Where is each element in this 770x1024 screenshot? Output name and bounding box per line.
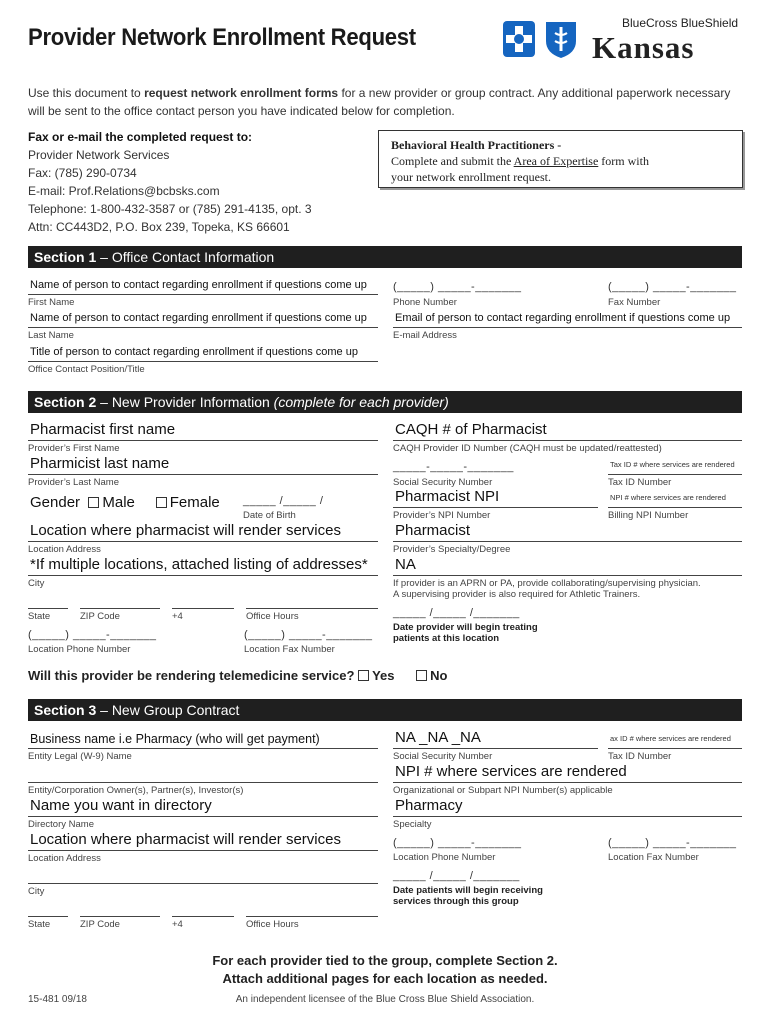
s2-zip-label: ZIP Code	[80, 611, 120, 622]
s2-location-line	[28, 541, 378, 542]
fax-line: Attn: CC443D2, P.O. Box 239, Topeka, KS 66601	[28, 220, 290, 234]
s2-taxid-label: Tax ID Number	[608, 477, 672, 488]
s2-dob-label: Date of Birth	[243, 510, 296, 521]
s3-state-label: State	[28, 919, 51, 930]
s1-phone-label: Phone Number	[393, 297, 457, 308]
s3-npi-value[interactable]: NPI # where services are rendered	[395, 763, 627, 780]
s2-taxid-value[interactable]: Tax ID # where services are rendered	[610, 460, 735, 469]
s2-dob-field[interactable]: _____ /_____ /	[243, 495, 324, 507]
s3-location-label: Location Address	[28, 853, 101, 864]
intro-paragraph: Use this document to request network enrollment forms for a new provider or group contract. Any additional paperwork necessary will be sent to the office contact person you have indicated below for completion.	[28, 86, 731, 118]
footer-instructions	[0, 952, 770, 988]
s2-loc-fax-field[interactable]: (_____) _____-_______	[244, 629, 373, 641]
s1-first-name-label: First Name	[28, 297, 75, 308]
s2-hours-label: Office Hours	[246, 611, 299, 622]
male-checkbox[interactable]	[88, 497, 99, 508]
s2-supervising-value[interactable]: NA	[395, 556, 416, 573]
s2-last-name-line	[28, 474, 378, 475]
fax-block	[28, 128, 312, 236]
s1-position-line	[28, 361, 378, 362]
s2-caqh-value[interactable]: CAQH # of Pharmacist	[395, 421, 547, 438]
s2-first-name-value[interactable]: Pharmacist first name	[30, 421, 176, 438]
s2-supervising-note: If provider is an APRN or PA, provide collaborating/supervising physician. A supervising provider is also required for Athletic Trainers.	[393, 578, 701, 600]
s3-taxid-value[interactable]: ax ID # where services are rendered	[610, 734, 731, 743]
s3-owners-line[interactable]	[28, 782, 378, 783]
s2-hours-line[interactable]	[246, 608, 378, 609]
brand-top-text: BlueCross BlueShield	[622, 16, 739, 30]
s3-hours-label: Office Hours	[246, 919, 299, 930]
s2-specialty-line	[393, 541, 742, 542]
s1-first-name-line	[28, 294, 378, 295]
s2-ssn-label: Social Security Number	[393, 477, 493, 488]
s3-taxid-line	[608, 748, 742, 749]
fax-line: E-mail: Prof.Relations@bcbsks.com	[28, 184, 220, 198]
s3-loc-phone-field[interactable]: (_____) _____-_______	[393, 837, 522, 849]
behavioral-title: Behavioral Health Practitioners -	[391, 138, 562, 152]
s1-email-line	[393, 327, 742, 328]
page-title: Provider Network Enrollment Request	[28, 24, 416, 51]
s2-loc-phone-label: Location Phone Number	[28, 644, 131, 655]
s2-npi-label: Provider’s NPI Number	[393, 510, 491, 521]
s2-billing-npi-line	[608, 507, 742, 508]
male-label: Male	[102, 494, 135, 511]
section-1-header: Section 1 – Office Contact Information	[28, 246, 742, 268]
s3-specialty-value[interactable]: Pharmacy	[395, 797, 463, 814]
s1-fax-label: Fax Number	[608, 297, 661, 308]
s2-city-label: City	[28, 578, 45, 589]
s2-npi-value[interactable]: Pharmacist NPI	[395, 488, 500, 505]
fax-line: Provider Network Services	[28, 148, 170, 162]
s2-city-line	[28, 575, 378, 576]
s3-plus4-label: +4	[172, 919, 183, 930]
s3-business-line	[28, 748, 378, 749]
footer-line-2: Attach additional pages for each location as needed.	[222, 971, 548, 986]
s1-first-name-value[interactable]: Name of person to contact regarding enrollment if questions come up	[30, 279, 367, 291]
footer-line-1: For each provider tied to the group, complete Section 2.	[212, 953, 558, 968]
fax-line: Fax: (785) 290-0734	[28, 166, 137, 180]
s3-business-label: Entity Legal (W-9) Name	[28, 751, 132, 762]
s1-last-name-label: Last Name	[28, 330, 74, 341]
s2-start-date-field[interactable]: _____ /_____ /_______	[393, 607, 520, 619]
s2-caqh-line	[393, 440, 742, 441]
s2-loc-fax-label: Location Fax Number	[244, 644, 335, 655]
s2-loc-phone-field[interactable]: (_____) _____-_______	[28, 629, 157, 641]
s3-ssn-line	[393, 748, 598, 749]
behavioral-line-1: Complete and submit the Area of Expertise form with	[391, 154, 649, 168]
s2-supervising-line	[393, 575, 742, 576]
s2-specialty-value[interactable]: Pharmacist	[395, 522, 471, 539]
s3-location-value[interactable]: Location where pharmacist will render services	[30, 831, 341, 848]
telemedicine-yes-checkbox[interactable]	[358, 670, 369, 681]
s3-directory-label: Directory Name	[28, 819, 94, 830]
s3-loc-phone-label: Location Phone Number	[393, 852, 496, 863]
s2-ssn-field[interactable]: _____-_____-_______	[393, 461, 514, 473]
s3-state-line[interactable]	[28, 916, 68, 917]
s3-start-date-label: Date patients will begin receiving services through this group	[393, 885, 543, 907]
telemedicine-no-checkbox[interactable]	[416, 670, 427, 681]
s3-business-value[interactable]: Business name i.e Pharmacy (who will get payment)	[30, 732, 320, 746]
section-2-header: Section 2 – New Provider Information (complete for each provider)	[28, 391, 742, 413]
s1-last-name-value[interactable]: Name of person to contact regarding enrollment if questions come up	[30, 312, 367, 324]
s3-ssn-label: Social Security Number	[393, 751, 493, 762]
s3-specialty-label: Specialty	[393, 819, 432, 830]
bluecross-logo-icon	[502, 20, 536, 63]
s3-city-line[interactable]	[28, 883, 378, 884]
s3-specialty-line	[393, 816, 742, 817]
s2-caqh-label: CAQH Provider ID Number (CAQH must be updated/reattested)	[393, 443, 662, 454]
s3-zip-label: ZIP Code	[80, 919, 120, 930]
s2-gender-label: Gender	[30, 494, 81, 511]
s2-location-label: Location Address	[28, 544, 101, 555]
telemedicine-yes-label: Yes	[372, 668, 395, 683]
form-number: 15-481 09/18	[28, 994, 87, 1005]
s2-plus4-line[interactable]	[172, 608, 234, 609]
s3-zip-line[interactable]	[80, 916, 160, 917]
s1-email-label: E-mail Address	[393, 330, 457, 341]
s2-gender-group	[30, 494, 220, 511]
behavioral-line-2: your network enrollment request.	[391, 170, 551, 184]
s3-npi-label: Organizational or Subpart NPI Number(s) applicable	[393, 785, 613, 796]
s2-first-name-label: Provider’s First Name	[28, 443, 120, 454]
s2-billing-npi-label: Billing NPI Number	[608, 510, 689, 521]
licensee-note: An independent licensee of the Blue Cross Blue Shield Association.	[235, 994, 535, 1005]
behavioral-health-box	[378, 130, 743, 188]
s2-first-name-line	[28, 440, 378, 441]
s1-last-name-line	[28, 327, 378, 328]
s2-city-value[interactable]: *If multiple locations, attached listing of addresses*	[30, 556, 368, 573]
s3-city-label: City	[28, 886, 45, 897]
s3-ssn-value[interactable]: NA _NA _NA	[395, 729, 481, 746]
s3-plus4-line[interactable]	[172, 916, 234, 917]
s3-directory-value[interactable]: Name you want in directory	[30, 797, 212, 814]
s2-zip-line[interactable]	[80, 608, 160, 609]
s3-start-date-field[interactable]: _____ /_____ /_______	[393, 870, 520, 882]
s3-loc-fax-label: Location Fax Number	[608, 852, 699, 863]
telemedicine-no-label: No	[430, 668, 448, 683]
section-3-header: Section 3 – New Group Contract	[28, 699, 742, 721]
s2-state-line[interactable]	[28, 608, 68, 609]
female-label: Female	[169, 494, 220, 511]
s3-directory-line	[28, 816, 378, 817]
s2-npi-line	[393, 507, 598, 508]
s3-npi-line	[393, 782, 742, 783]
fax-block-title: Fax or e-mail the completed request to:	[28, 130, 253, 144]
s3-hours-line[interactable]	[246, 916, 378, 917]
s1-email-value[interactable]: Email of person to contact regarding enrollment if questions come up	[395, 312, 731, 324]
telemedicine-row	[28, 668, 448, 683]
s2-billing-npi-value[interactable]: NPI # where services are rendered	[610, 493, 726, 502]
blueshield-logo-icon	[544, 18, 578, 65]
s3-owners-label: Entity/Corporation Owner(s), Partner(s), Investor(s)	[28, 785, 244, 796]
telemedicine-question: Will this provider be rendering telemedicine service?	[28, 668, 355, 683]
s2-location-value[interactable]: Location where pharmacist will render services	[30, 522, 341, 539]
s2-specialty-label: Provider’s Specialty/Degree	[393, 544, 511, 555]
s1-position-value[interactable]: Title of person to contact regarding enrollment if questions come up	[30, 346, 358, 358]
s2-plus4-label: +4	[172, 611, 183, 622]
s1-fax-field[interactable]: (_____) _____-_______	[608, 281, 737, 293]
s3-taxid-label: Tax ID Number	[608, 751, 672, 762]
s1-position-label: Office Contact Position/Title	[28, 364, 145, 375]
s1-phone-field[interactable]: (_____) _____-_______	[393, 281, 522, 293]
area-of-expertise-link[interactable]: Area of Expertise	[513, 154, 599, 168]
s3-loc-fax-field[interactable]: (_____) _____-_______	[608, 837, 737, 849]
s3-location-line	[28, 850, 378, 851]
female-checkbox[interactable]	[156, 497, 167, 508]
s2-taxid-line	[608, 474, 742, 475]
fax-line: Telephone: 1-800-432-3587 or (785) 291-4135, opt. 3	[28, 202, 312, 216]
s2-last-name-label: Provider’s Last Name	[28, 477, 119, 488]
brand-main-text: Kansas	[592, 30, 695, 65]
s2-last-name-value[interactable]: Pharmicist last name	[30, 455, 170, 472]
s2-start-date-label: Date provider will begin treating patients at this location	[393, 622, 538, 644]
s2-state-label: State	[28, 611, 51, 622]
